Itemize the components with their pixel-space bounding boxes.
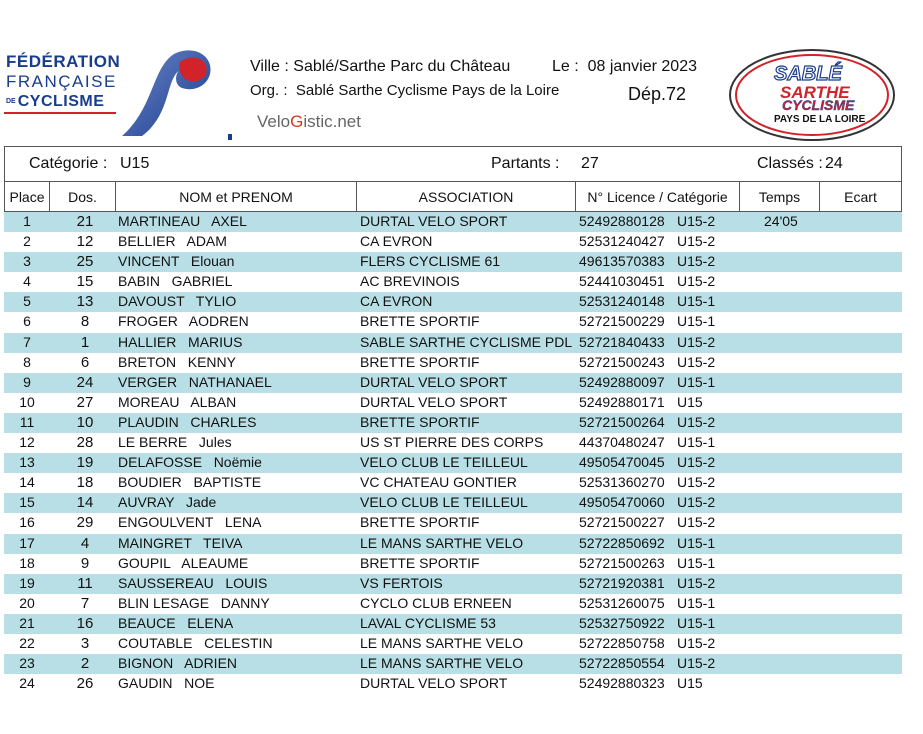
result-row (4, 272, 902, 292)
result-row (4, 353, 902, 373)
association-cell: US ST PIERRE DES CORPS (360, 434, 544, 451)
dossard-cell: 10 (76, 413, 94, 431)
licence-cell: 52531240427 (579, 233, 665, 250)
dossard-cell: 21 (76, 213, 94, 230)
place-cell: 23 (19, 655, 35, 672)
licence-cell: 52721840433 (579, 333, 665, 350)
category-cell: U15-1 (677, 373, 716, 390)
date-label: Le : (552, 58, 579, 75)
result-row (4, 674, 902, 694)
dossard-cell: 7 (80, 594, 90, 612)
name-cell: BIGNON ADRIEN (118, 655, 238, 672)
dossard-cell: 29 (76, 514, 94, 532)
place-cell: 13 (19, 454, 35, 471)
departement: Dép.72 (628, 84, 687, 104)
name-cell: BABIN GABRIEL (118, 273, 233, 290)
name-cell: BELLIER ADAM (118, 233, 227, 250)
name-cell: PLAUDIN CHARLES (118, 413, 257, 430)
licence-cell: 52721920381 (579, 574, 665, 591)
place-cell: 15 (19, 494, 35, 511)
association-cell: BRETTE SPORTIF (360, 514, 480, 531)
result-row (4, 654, 902, 674)
result-row (4, 453, 902, 473)
result-row (4, 252, 902, 272)
category-cell: U15-2 (677, 413, 716, 430)
licence-cell: 52441030451 (579, 273, 665, 290)
category-cell: U15-1 (677, 554, 716, 571)
place-cell: 22 (19, 634, 35, 651)
category-cell: U15 (677, 393, 703, 410)
licence-cell: 52721500263 (579, 554, 665, 571)
race-summary (4, 146, 902, 182)
dossard-cell: 6 (80, 353, 90, 371)
club-logo (728, 48, 896, 142)
licence-cell: 52492880323 (579, 675, 665, 692)
categorie-value: U15 (120, 155, 150, 172)
category-cell: U15-1 (677, 534, 716, 551)
association-cell: DURTAL VELO SPORT (360, 213, 508, 229)
ville-line (250, 58, 510, 76)
club-logo-line1: SABLÉ (774, 63, 842, 85)
time-cell: 24'05 (764, 213, 798, 229)
result-row (4, 473, 902, 493)
dossard-cell: 13 (76, 293, 94, 311)
name-cell: HALLIER MARIUS (118, 333, 243, 350)
licence-cell: 52492880097 (579, 373, 665, 390)
place-cell: 16 (19, 514, 35, 531)
col-place: Place (4, 182, 50, 212)
name-cell: SAUSSEREAU LOUIS (118, 574, 268, 591)
club-logo-line3: CYCLISME (782, 97, 855, 113)
name-cell: LE BERRE Jules (118, 434, 232, 451)
licence-cell: 52721500264 (579, 413, 665, 430)
category-cell: U15-2 (677, 574, 716, 591)
col-licence: N° Licence / Catégorie (576, 182, 740, 212)
club-logo-line4: PAYS DE LA LOIRE (774, 114, 866, 125)
association-cell: LE MANS SARTHE VELO (360, 655, 524, 672)
velogistic-brand: VeloGistic.net (257, 112, 361, 131)
place-cell: 17 (19, 534, 35, 551)
licence-cell: 52531240148 (579, 293, 665, 310)
category-cell: U15-2 (677, 634, 716, 651)
category-cell: U15-1 (677, 293, 716, 310)
dossard-cell: 11 (77, 574, 93, 592)
place-cell: 9 (23, 373, 31, 390)
licence-cell: 49505470060 (579, 494, 665, 511)
dossard-cell: 16 (76, 614, 94, 632)
dossard-cell: 3 (80, 634, 90, 652)
place-cell: 6 (23, 313, 31, 330)
ville-value: Sablé/Sarthe Parc du Château (293, 58, 511, 75)
association-cell: SABLE SARTHE CYCLISME PDL (360, 333, 573, 350)
ville-label: Ville : (250, 58, 289, 75)
association-cell: DURTAL VELO SPORT (360, 373, 508, 390)
category-cell: U15-2 (677, 213, 716, 229)
licence-cell: 52492880171 (579, 393, 665, 410)
col-temps: Temps (740, 182, 820, 212)
dossard-cell: 19 (76, 454, 94, 472)
association-cell: CYCLO CLUB ERNEEN (360, 594, 512, 611)
result-row (4, 212, 902, 232)
categorie-label: Catégorie : (29, 155, 108, 172)
club-logo-line2: SARTHE (780, 83, 850, 102)
association-cell: VC CHATEAU GONTIER (360, 474, 517, 491)
col-ecart: Ecart (820, 182, 902, 212)
category-cell: U15-1 (677, 614, 716, 631)
name-cell: VINCENT Elouan (118, 253, 235, 270)
place-cell: 24 (19, 675, 35, 692)
name-cell: BLIN LESAGE DANNY (118, 594, 270, 611)
name-cell: AUVRAY Jade (118, 494, 217, 511)
classes-label: Classés : (757, 155, 823, 172)
org-label: Org. : (250, 82, 288, 99)
licence-cell: 52531360270 (579, 474, 665, 491)
name-cell: FROGER AODREN (118, 313, 249, 330)
licence-cell: 52721500229 (579, 313, 665, 330)
result-row (4, 493, 902, 513)
dossard-cell: 14 (76, 494, 94, 512)
licence-cell: 49505470045 (579, 454, 665, 471)
category-cell: U15-2 (677, 333, 716, 350)
name-cell: GOUPIL ALEAUME (118, 554, 249, 571)
dossard-cell: 25 (76, 253, 94, 271)
association-cell: CA EVRON (360, 293, 433, 310)
result-row (4, 333, 902, 353)
name-cell: GAUDIN NOE (118, 675, 215, 692)
dossard-cell: 18 (76, 474, 94, 492)
result-row (4, 574, 902, 594)
category-cell: U15-1 (677, 434, 716, 451)
place-cell: 4 (23, 273, 31, 290)
association-cell: BRETTE SPORTIF (360, 554, 480, 571)
ffc-de: DE (6, 98, 16, 105)
association-cell: VS FERTOIS (360, 574, 443, 591)
name-cell: BOUDIER BAPTISTE (118, 474, 262, 491)
category-cell: U15-2 (677, 253, 716, 270)
results-header (4, 182, 902, 212)
place-cell: 20 (19, 594, 35, 611)
dossard-cell: 8 (80, 313, 90, 331)
category-cell: U15-2 (677, 474, 716, 491)
result-row (4, 312, 902, 332)
ffc-line3: CYCLISME (17, 93, 105, 110)
place-cell: 12 (19, 434, 35, 451)
result-row (4, 373, 902, 393)
name-cell: MAINGRET TEIVA (118, 534, 243, 551)
partants-label: Partants : (491, 155, 560, 172)
association-cell: AC BREVINOIS (360, 273, 460, 290)
dossard-cell: 1 (80, 333, 90, 351)
name-cell: MOREAU ALBAN (118, 393, 237, 410)
category-cell: U15-2 (677, 353, 716, 370)
licence-cell: 49613570383 (579, 253, 665, 270)
ffc-line2: FRANÇAISE (6, 72, 117, 91)
association-cell: BRETTE SPORTIF (360, 313, 480, 330)
dossard-cell: 15 (76, 273, 94, 291)
category-cell: U15-2 (677, 494, 716, 511)
place-cell: 5 (23, 293, 31, 310)
dossard-cell: 24 (76, 373, 94, 391)
category-cell: U15-2 (677, 514, 716, 531)
dossard-cell: 2 (80, 655, 90, 673)
name-cell: BEAUCE ELENA (118, 614, 234, 631)
name-cell: DELAFOSSE Noëmie (118, 454, 262, 471)
category-cell: U15-2 (677, 655, 716, 672)
name-cell: MARTINEAU AXEL (118, 213, 247, 229)
licence-cell: 52721500227 (579, 514, 665, 531)
association-cell: FLERS CYCLISME 61 (360, 253, 501, 270)
place-cell: 14 (19, 474, 35, 491)
dossard-cell: 26 (76, 675, 94, 693)
association-cell: LE MANS SARTHE VELO (360, 634, 524, 651)
licence-cell: 52531260075 (579, 594, 665, 611)
association-cell: VELO CLUB LE TEILLEUL (360, 494, 528, 511)
name-cell: VERGER NATHANAEL (118, 373, 272, 390)
place-cell: 7 (23, 333, 31, 350)
place-cell: 21 (19, 614, 35, 631)
category-cell: U15 (677, 675, 703, 692)
category-cell: U15-1 (677, 313, 716, 330)
association-cell: DURTAL VELO SPORT (360, 675, 508, 692)
dossard-cell: 27 (76, 393, 94, 411)
association-cell: LAVAL CYCLISME 53 (360, 614, 496, 631)
association-cell: BRETTE SPORTIF (360, 413, 480, 430)
association-cell: DURTAL VELO SPORT (360, 393, 508, 410)
licence-cell: 52721500243 (579, 353, 665, 370)
name-cell: DAVOUST TYLIO (118, 293, 237, 310)
name-cell: ENGOULVENT LENA (118, 514, 262, 531)
result-row (4, 433, 902, 453)
result-row (4, 634, 902, 654)
results-table (4, 212, 902, 694)
place-cell: 18 (19, 554, 35, 571)
ffc-wordmark (6, 52, 120, 112)
dossard-cell: 4 (80, 534, 90, 552)
col-nom: NOM et PRENOM (116, 182, 357, 212)
association-cell: CA EVRON (360, 233, 433, 250)
name-cell: BRETON KENNY (118, 353, 236, 370)
dossard-cell: 12 (76, 233, 94, 251)
result-row (4, 513, 902, 533)
place-cell: 8 (23, 353, 31, 370)
category-cell: U15-2 (677, 273, 716, 290)
result-row (4, 534, 902, 554)
result-row (4, 393, 902, 413)
dossard-cell: 9 (80, 554, 90, 572)
place-cell: 2 (23, 233, 31, 250)
partants-value: 27 (581, 155, 599, 172)
result-row (4, 614, 902, 634)
category-cell: U15-2 (677, 454, 716, 471)
licence-cell: 52492880128 (579, 213, 665, 229)
category-cell: U15-2 (677, 233, 716, 250)
org-line (250, 82, 559, 99)
result-row (4, 594, 902, 614)
name-cell: COUTABLE CELESTIN (118, 634, 273, 651)
result-row (4, 554, 902, 574)
classes-value: 24 (825, 155, 843, 172)
licence-cell: 52722850692 (579, 534, 665, 551)
place-cell: 1 (23, 213, 31, 229)
place-cell: 10 (19, 393, 35, 410)
place-cell: 19 (19, 574, 35, 591)
org-value: Sablé Sarthe Cyclisme Pays de la Loire (295, 82, 560, 99)
licence-cell: 44370480247 (579, 434, 665, 451)
place-cell: 3 (23, 253, 31, 270)
association-cell: LE MANS SARTHE VELO (360, 534, 524, 551)
association-cell: BRETTE SPORTIF (360, 353, 480, 370)
category-cell: U15-1 (677, 594, 716, 611)
association-cell: VELO CLUB LE TEILLEUL (360, 454, 528, 471)
date-line (552, 58, 697, 76)
dossard-cell: 28 (76, 434, 94, 452)
date-value: 08 janvier 2023 (587, 58, 697, 75)
licence-cell: 52532750922 (579, 614, 665, 631)
result-row (4, 292, 902, 312)
col-assoc: ASSOCIATION (357, 182, 576, 212)
result-row (4, 232, 902, 252)
licence-cell: 52722850758 (579, 634, 665, 651)
result-row (4, 413, 902, 433)
place-cell: 11 (19, 413, 35, 430)
col-dos: Dos. (50, 182, 116, 212)
ffc-line1: FÉDÉRATION (6, 52, 121, 71)
licence-cell: 52722850554 (579, 655, 665, 672)
